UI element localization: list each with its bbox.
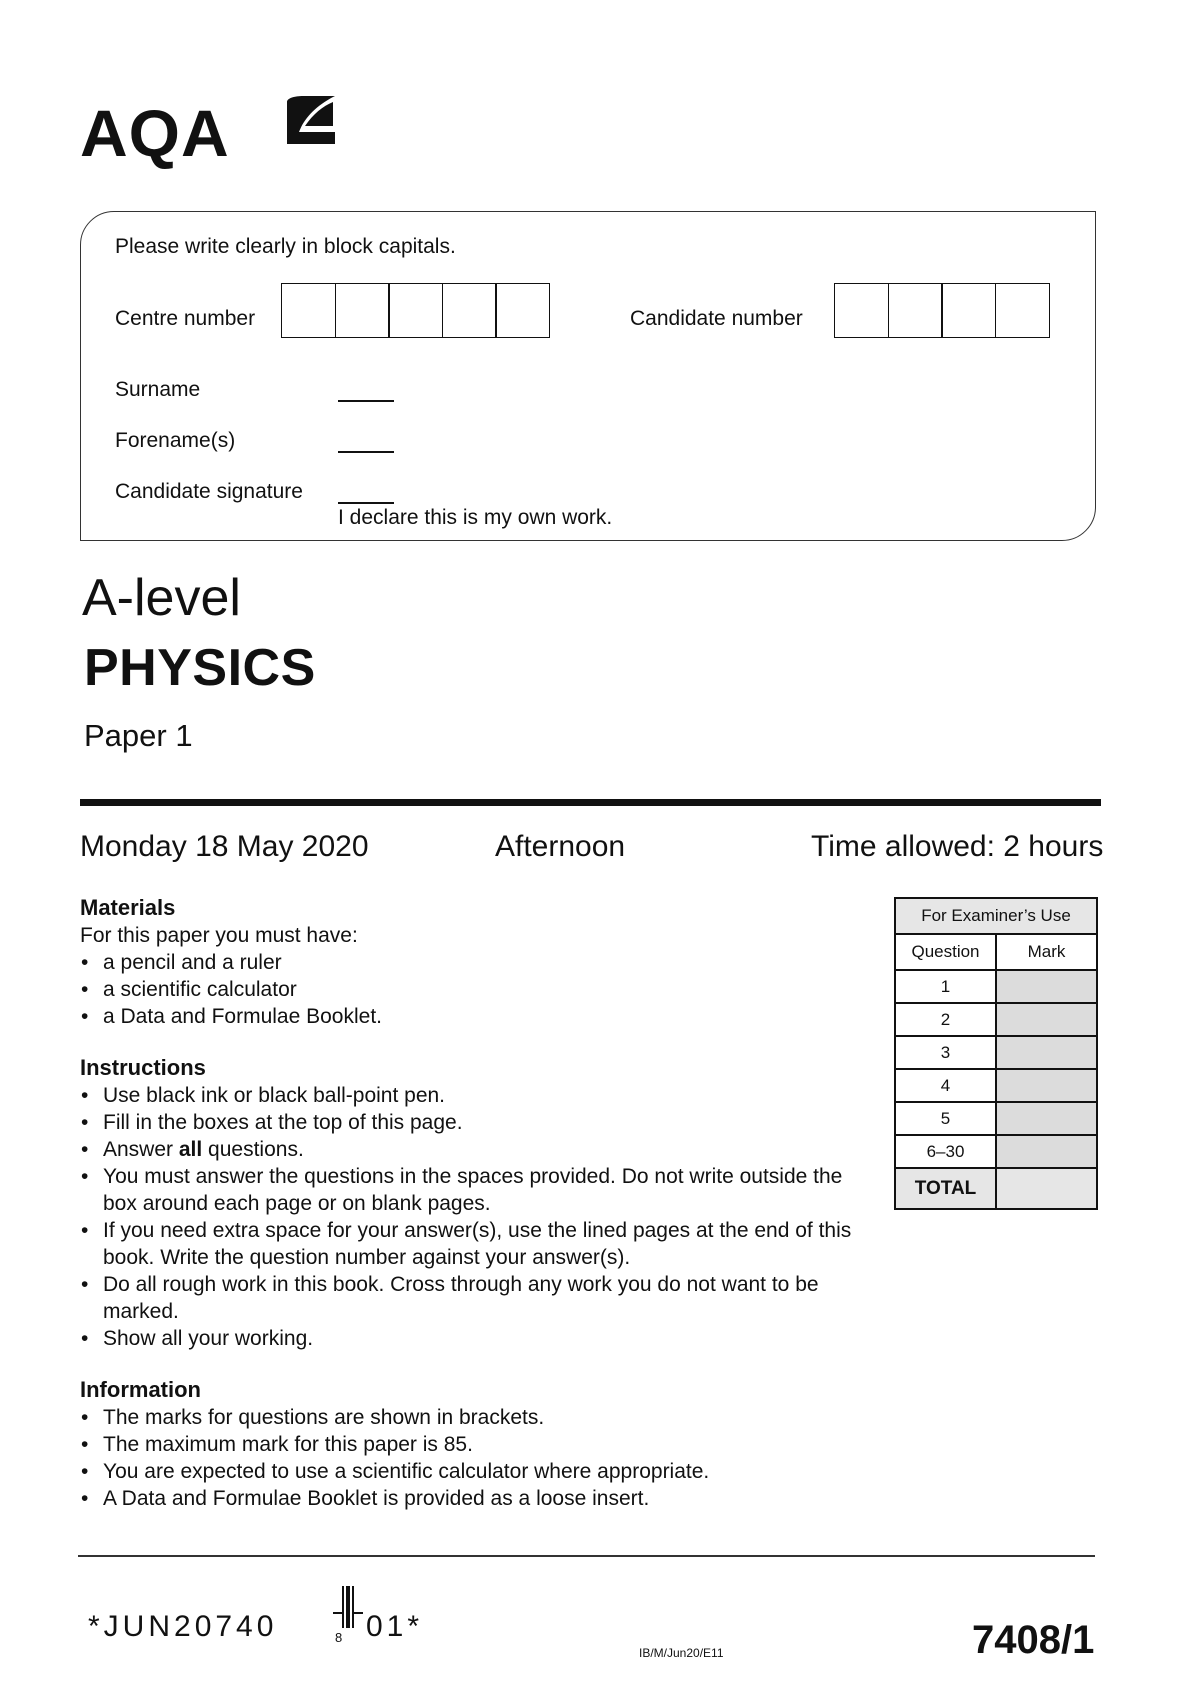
centre-digit-box[interactable] <box>335 283 390 338</box>
paper-title: Paper 1 <box>84 718 193 753</box>
instruction-item: • Fill in the boxes at the top of this page. <box>80 1109 870 1136</box>
centre-digit-box[interactable] <box>442 283 497 338</box>
centre-digit-box[interactable] <box>388 283 443 338</box>
information-heading: Information <box>80 1377 201 1402</box>
exam-date: Monday 18 May 2020 <box>80 830 369 863</box>
instruction-item: • Answer all questions. <box>80 1136 870 1163</box>
block-capitals-instruction: Please write clearly in block capitals. <box>115 235 456 258</box>
information-item: • A Data and Formulae Booklet is provided as a loose insert. <box>80 1485 870 1512</box>
forenames-label: Forename(s) <box>115 429 236 452</box>
barcode-number: 8 <box>335 1630 343 1645</box>
barcode-text-left: *JUN20740 <box>88 1610 278 1643</box>
question-number: 4 <box>895 1069 996 1102</box>
total-label: TOTAL <box>895 1168 996 1209</box>
instruction-item: • If you need extra space for your answer(s), use the lined pages at the end of this book. Write the question number against your answer(s). <box>80 1217 870 1271</box>
materials-item: • a pencil and a ruler <box>80 949 870 976</box>
mark-cell <box>996 970 1097 1003</box>
signature-label: Candidate signature <box>115 480 303 503</box>
instruction-item: • You must answer the questions in the spaces provided. Do not write outside the box around each page or on blank pages. <box>80 1163 870 1217</box>
mark-cell <box>996 1036 1097 1069</box>
centre-number-label: Centre number <box>115 307 256 330</box>
exam-session: Afternoon <box>495 830 626 863</box>
total-mark-cell <box>996 1168 1097 1209</box>
materials-section <box>80 894 870 1030</box>
surname-field[interactable] <box>338 398 394 402</box>
candidate-digit-box[interactable] <box>995 283 1050 338</box>
question-column-header: Question <box>895 934 996 970</box>
paper-code: 7408/1 <box>972 1618 1095 1662</box>
mark-column-header: Mark <box>996 934 1097 970</box>
aqa-logo-text: AQA <box>80 96 230 170</box>
materials-heading: Materials <box>80 895 176 920</box>
materials-intro: For this paper you must have: <box>80 924 358 947</box>
time-allowed: Time allowed: 2 hours <box>811 830 1104 863</box>
candidate-digit-box[interactable] <box>834 283 889 338</box>
section-divider <box>80 799 1101 806</box>
emphasis-all: all <box>178 1138 203 1161</box>
aqa-leaf-logo-icon <box>283 92 339 148</box>
candidate-digit-box[interactable] <box>941 283 996 338</box>
instructions-section <box>80 1054 870 1352</box>
instruction-item: • Do all rough work in this book. Cross through any work you do not want to be marked. <box>80 1271 870 1325</box>
mark-cell <box>996 1102 1097 1135</box>
materials-item: • a Data and Formulae Booklet. <box>80 1003 870 1030</box>
information-item: • You are expected to use a scientific calculator where appropriate. <box>80 1458 870 1485</box>
footer-divider <box>78 1555 1095 1557</box>
centre-digit-box[interactable] <box>495 283 550 338</box>
forenames-field[interactable] <box>338 449 394 453</box>
declaration-text: I declare this is my own work. <box>338 506 613 529</box>
information-section <box>80 1376 870 1512</box>
candidate-number-label: Candidate number <box>630 307 803 330</box>
instruction-item: • Show all your working. <box>80 1325 870 1352</box>
qualification-level: A-level <box>82 569 241 627</box>
question-number: 6–30 <box>895 1135 996 1168</box>
instruction-item: • Use black ink or black ball-point pen. <box>80 1082 870 1109</box>
question-number: 2 <box>895 1003 996 1036</box>
information-item: • The maximum mark for this paper is 85. <box>80 1431 870 1458</box>
mark-cell <box>996 1069 1097 1102</box>
surname-label: Surname <box>115 378 201 401</box>
document-reference: IB/M/Jun20/E11 <box>639 1646 724 1660</box>
question-number: 1 <box>895 970 996 1003</box>
candidate-digit-box[interactable] <box>888 283 943 338</box>
subject-title: PHYSICS <box>84 639 316 697</box>
mark-cell <box>996 1135 1097 1168</box>
examiner-table-title: For Examiner’s Use <box>895 898 1097 934</box>
examiner-use-table <box>894 897 1098 1210</box>
question-number: 3 <box>895 1036 996 1069</box>
barcode-text-right: 01* <box>366 1610 424 1643</box>
centre-number-boxes[interactable] <box>281 283 550 338</box>
information-item: • The marks for questions are shown in brackets. <box>80 1404 870 1431</box>
candidate-number-boxes[interactable] <box>834 283 1050 338</box>
signature-field[interactable] <box>338 500 394 504</box>
materials-item: • a scientific calculator <box>80 976 870 1003</box>
centre-digit-box[interactable] <box>281 283 336 338</box>
instructions-heading: Instructions <box>80 1055 206 1080</box>
mark-cell <box>996 1003 1097 1036</box>
question-number: 5 <box>895 1102 996 1135</box>
